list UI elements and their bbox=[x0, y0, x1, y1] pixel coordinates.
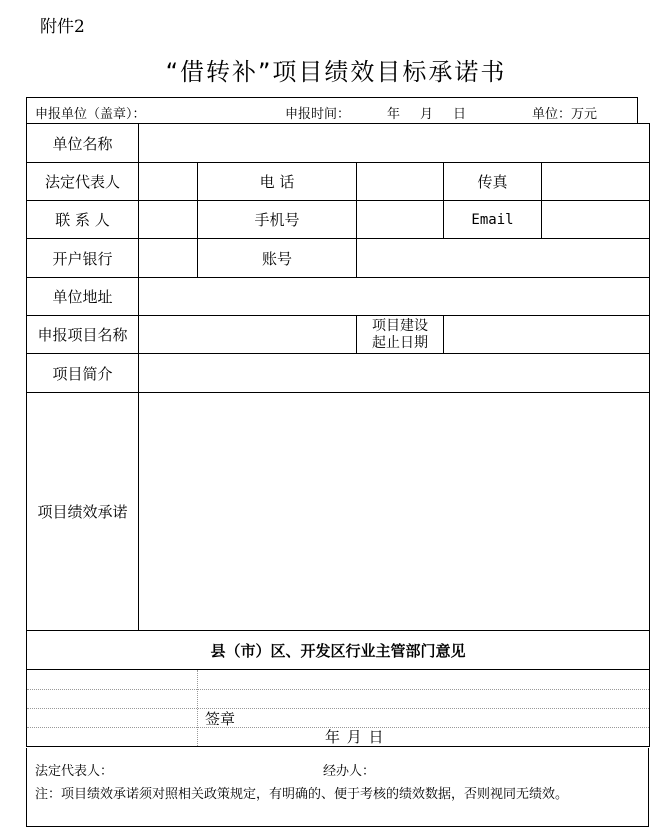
bank-label: 开户银行 bbox=[27, 239, 139, 278]
construction-period-line1: 项目建设 bbox=[372, 317, 428, 334]
phone-label: 电 话 bbox=[198, 163, 357, 201]
fax-field[interactable] bbox=[542, 163, 650, 201]
dotted-divider bbox=[197, 670, 198, 746]
unit-label: 单位：万元 bbox=[532, 107, 598, 122]
dept-opinion-title: 县（市）区、开发区行业主管部门意见 bbox=[27, 631, 650, 670]
row-legal-rep bbox=[27, 163, 650, 201]
row-dept-opinion-title bbox=[27, 631, 650, 670]
row-project-name bbox=[27, 316, 650, 354]
legal-rep-field[interactable] bbox=[139, 163, 198, 201]
attachment-label: 附件2 bbox=[40, 17, 85, 37]
mobile-label: 手机号 bbox=[198, 201, 357, 239]
page-title: “借转补”项目绩效目标承诺书 bbox=[165, 58, 507, 86]
commitment-form-table bbox=[26, 123, 650, 747]
footer-note: 注：项目绩效承诺须对照相关政策规定，有明确的、便于考核的绩效数据，否则视同无绩效。 bbox=[35, 787, 569, 802]
sign-date-label: 年 月 日 bbox=[325, 728, 385, 746]
dept-opinion-area bbox=[27, 670, 649, 746]
row-unit-name bbox=[27, 124, 650, 163]
month-label: 月 bbox=[420, 107, 434, 122]
fax-label: 传真 bbox=[444, 163, 542, 201]
project-intro-field[interactable] bbox=[139, 354, 650, 393]
row-address bbox=[27, 278, 650, 316]
row-contact bbox=[27, 201, 650, 239]
project-intro-label: 项目简介 bbox=[27, 354, 139, 393]
apply-time-label: 申报时间： bbox=[285, 107, 351, 122]
bank-field[interactable] bbox=[139, 239, 198, 278]
unit-name-label: 单位名称 bbox=[27, 124, 139, 163]
email-field[interactable] bbox=[542, 201, 650, 239]
legal-rep-label: 法定代表人 bbox=[27, 163, 139, 201]
year-label: 年 bbox=[387, 107, 401, 122]
day-label: 日 bbox=[453, 107, 467, 122]
unit-name-field[interactable] bbox=[139, 124, 650, 163]
performance-commitment-field[interactable] bbox=[139, 393, 650, 631]
row-performance-commitment bbox=[27, 393, 650, 631]
footer-box bbox=[26, 748, 649, 827]
row-project-intro bbox=[27, 354, 650, 393]
dotted-line-2 bbox=[27, 708, 649, 709]
account-label: 账号 bbox=[198, 239, 357, 278]
footer-legal-rep-label: 法定代表人： bbox=[35, 764, 114, 779]
row-bank bbox=[27, 239, 650, 278]
email-label: Email bbox=[444, 201, 542, 239]
contact-field[interactable] bbox=[139, 201, 198, 239]
seal-label: 签章 bbox=[205, 710, 236, 728]
account-field[interactable] bbox=[357, 239, 650, 278]
phone-field[interactable] bbox=[357, 163, 444, 201]
header-row bbox=[26, 97, 638, 124]
footer-handler-label: 经办人： bbox=[323, 764, 376, 779]
construction-period-line2: 起止日期 bbox=[372, 334, 428, 351]
performance-commitment-label: 项目绩效承诺 bbox=[27, 393, 139, 631]
project-name-label: 申报项目名称 bbox=[27, 316, 139, 354]
construction-period-field[interactable] bbox=[444, 316, 650, 354]
construction-period-label bbox=[357, 316, 444, 354]
address-field[interactable] bbox=[139, 278, 650, 316]
dept-opinion-field[interactable] bbox=[27, 670, 650, 747]
dotted-line-1 bbox=[27, 689, 649, 690]
mobile-field[interactable] bbox=[357, 201, 444, 239]
contact-label: 联 系 人 bbox=[27, 201, 139, 239]
address-label: 单位地址 bbox=[27, 278, 139, 316]
project-name-field[interactable] bbox=[139, 316, 357, 354]
applicant-unit-label: 申报单位（盖章）： bbox=[35, 107, 146, 122]
row-dept-opinion-area bbox=[27, 670, 650, 747]
